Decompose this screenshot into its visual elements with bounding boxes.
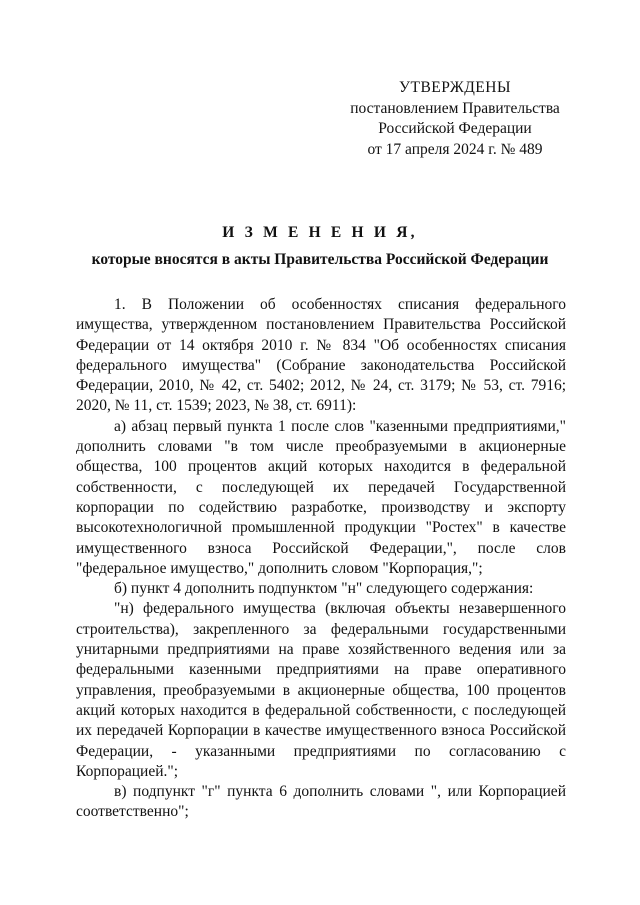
approval-date-number: от 17 апреля 2024 г. № 489 bbox=[367, 140, 543, 158]
document-title: И З М Е Н Е Н И Я, bbox=[222, 224, 418, 241]
paragraph-1: 1. В Положении об особенностях списания федерального имущества, утвержденном постановлением Правительства Российской Федерации от 14 октября 2010 г. № 834 "Об особенностях списания федерального имущества" (Собрание законодательства Российской Федерации, 2010, № 42, ст. 5402; 2012, № 24, ст. 3179; № 53, ст. 7916; 2020, № 11, ст. 1539; 2023, № 38, ст. 6911): bbox=[76, 296, 566, 415]
approval-stamp bbox=[330, 78, 580, 160]
approval-line-2: постановлением Правительства bbox=[350, 99, 560, 117]
document-subtitle: которые вносятся в акты Правительства Российской Федерации bbox=[91, 251, 549, 268]
approval-line-3: Российской Федерации bbox=[378, 120, 532, 137]
approval-heading: УТВЕРЖДЕНЫ bbox=[399, 79, 511, 96]
document-body bbox=[76, 295, 566, 823]
paragraph-a: а) абзац первый пункта 1 после слов "казенными предприятиями," дополнить словами "в том числе преобразуемыми в акционерные общества, 100 процентов акций которых находится в федеральной собственности, с последующей их передачей Государственной корпорации по содействию разработке, производству и экспорту высокотехнологичной промышленной продукции "Ростех" в качестве имущественного взноса Российской Федерации,", после слов "федеральное имущество," дополнить словом "Корпорация,"; bbox=[76, 417, 566, 577]
paragraph-b: б) пункт 4 дополнить подпунктом "н" следующего содержания: bbox=[114, 580, 534, 598]
paragraph-n-quote: "н) федерального имущества (включая объекты незавершенного строительства), закрепленного за федеральными государственными унитарными предприятиями на праве хозяйственного ведения или за федеральными казенными предприятиями на праве оперативного управления, преобразуемыми в акционерные общества, 100 процентов акций которых находится в федеральной собственности, с последующей их передачей Корпорации в качестве имущественного взноса Российской Федерации, - указанными предприятиями по согласованию с Корпорацией."; bbox=[76, 600, 566, 780]
paragraph-v: в) подпункт "г" пункта 6 дополнить словами ", или Корпорацией соответственно"; bbox=[76, 783, 566, 821]
